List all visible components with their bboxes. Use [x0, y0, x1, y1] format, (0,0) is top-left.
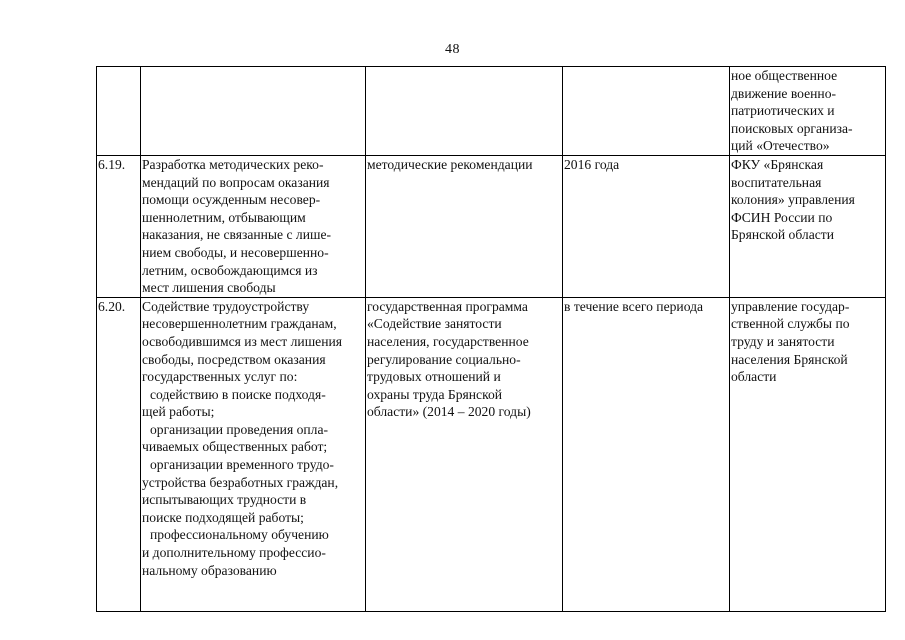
page-number: 48: [445, 42, 460, 57]
cell-line: государственных услуг по:: [142, 369, 298, 385]
measure-content-cell: [141, 155, 366, 297]
cell-line: в течение всего периода: [564, 298, 704, 314]
cell-line: освободившимся из мест лишения: [142, 333, 343, 349]
cell-line: Содействие трудоустройству: [142, 298, 310, 314]
cell-line: свободы, посредством оказания: [142, 351, 326, 367]
measure-content-cell: [141, 67, 366, 156]
table-row: [97, 67, 886, 156]
cell-line: 6.19.: [98, 156, 126, 172]
cell-line: охраны труда Брянской: [367, 386, 503, 402]
deadline-cell: [563, 155, 730, 297]
deadline-cell: [563, 67, 730, 156]
table-row: [97, 297, 886, 611]
cell-line: организации временного трудо-: [150, 457, 334, 473]
cell-line: управление государ-: [731, 298, 850, 314]
cell-line: регулирование социально-: [367, 351, 521, 367]
cell-line: нальному образованию: [142, 562, 277, 578]
cell-line: испытывающих трудности в: [142, 492, 307, 508]
measures-table: [96, 66, 886, 612]
cell-line: помощи осужденным несовер-: [142, 192, 321, 208]
cell-line: содействию в поиске подходя-: [150, 386, 326, 402]
cell-line: области» (2014 – 2020 годы): [367, 404, 531, 420]
cell-line: колония» управления: [731, 192, 855, 208]
cell-line: летним, освобождающимся из: [142, 262, 318, 278]
cell-line: организации проведения опла-: [150, 421, 329, 437]
result-form-cell: [366, 297, 563, 611]
cell-line: труду и занятости: [731, 333, 835, 349]
cell-line: шеннолетним, отбывающим: [142, 209, 306, 225]
cell-line: 2016 года: [564, 156, 620, 172]
cell-line: несовершеннолетним гражданам,: [142, 316, 337, 332]
cell-line: Разработка методических реко-: [142, 156, 324, 172]
cell-line: патриотических и: [731, 103, 835, 119]
cell-line: движение военно-: [731, 85, 837, 101]
measure-content-cell: [141, 297, 366, 611]
cell-line: мендаций по вопросам оказания: [142, 174, 330, 190]
cell-line: ций «Отечество»: [731, 138, 830, 154]
cell-line: ФСИН России по: [731, 209, 833, 225]
cell-line: населения, государственное: [367, 333, 529, 349]
cell-line: области: [731, 369, 777, 385]
cell-line: нием свободы, и несовершенно-: [142, 244, 329, 260]
responsible-cell: [730, 67, 886, 156]
cell-line: чиваемых общественных работ;: [142, 439, 328, 455]
cell-line: поисковых организа-: [731, 120, 853, 136]
cell-line: «Содействие занятости: [367, 316, 502, 332]
responsible-cell: [730, 297, 886, 611]
cell-line: профессиональному обучению: [150, 527, 329, 543]
cell-line: поиске подходящей работы;: [142, 509, 304, 525]
cell-line: воспитательная: [731, 174, 822, 190]
cell-line: Брянской области: [731, 227, 834, 243]
table-row: [97, 155, 886, 297]
cell-line: населения Брянской: [731, 351, 848, 367]
result-form-cell: [366, 155, 563, 297]
deadline-cell: [563, 297, 730, 611]
cell-line: государственная программа: [367, 298, 528, 314]
item-number-cell: [97, 297, 141, 611]
cell-line: щей работы;: [142, 404, 215, 420]
result-form-cell: [366, 67, 563, 156]
cell-line: ФКУ «Брянская: [731, 156, 824, 172]
item-number-cell: [97, 67, 141, 156]
cell-line: 6.20.: [98, 298, 126, 314]
responsible-cell: [730, 155, 886, 297]
cell-line: и дополнительному профессио-: [142, 545, 326, 561]
cell-line: наказания, не связанные с лише-: [142, 227, 332, 243]
cell-line: методические рекомендации: [367, 156, 533, 172]
cell-line: трудовых отношений и: [367, 369, 501, 385]
cell-line: ное общественное: [731, 68, 838, 83]
cell-line: устройства безработных граждан,: [142, 474, 339, 490]
cell-line: мест лишения свободы: [142, 280, 276, 296]
item-number-cell: [97, 155, 141, 297]
cell-line: ственной службы по: [731, 316, 850, 332]
